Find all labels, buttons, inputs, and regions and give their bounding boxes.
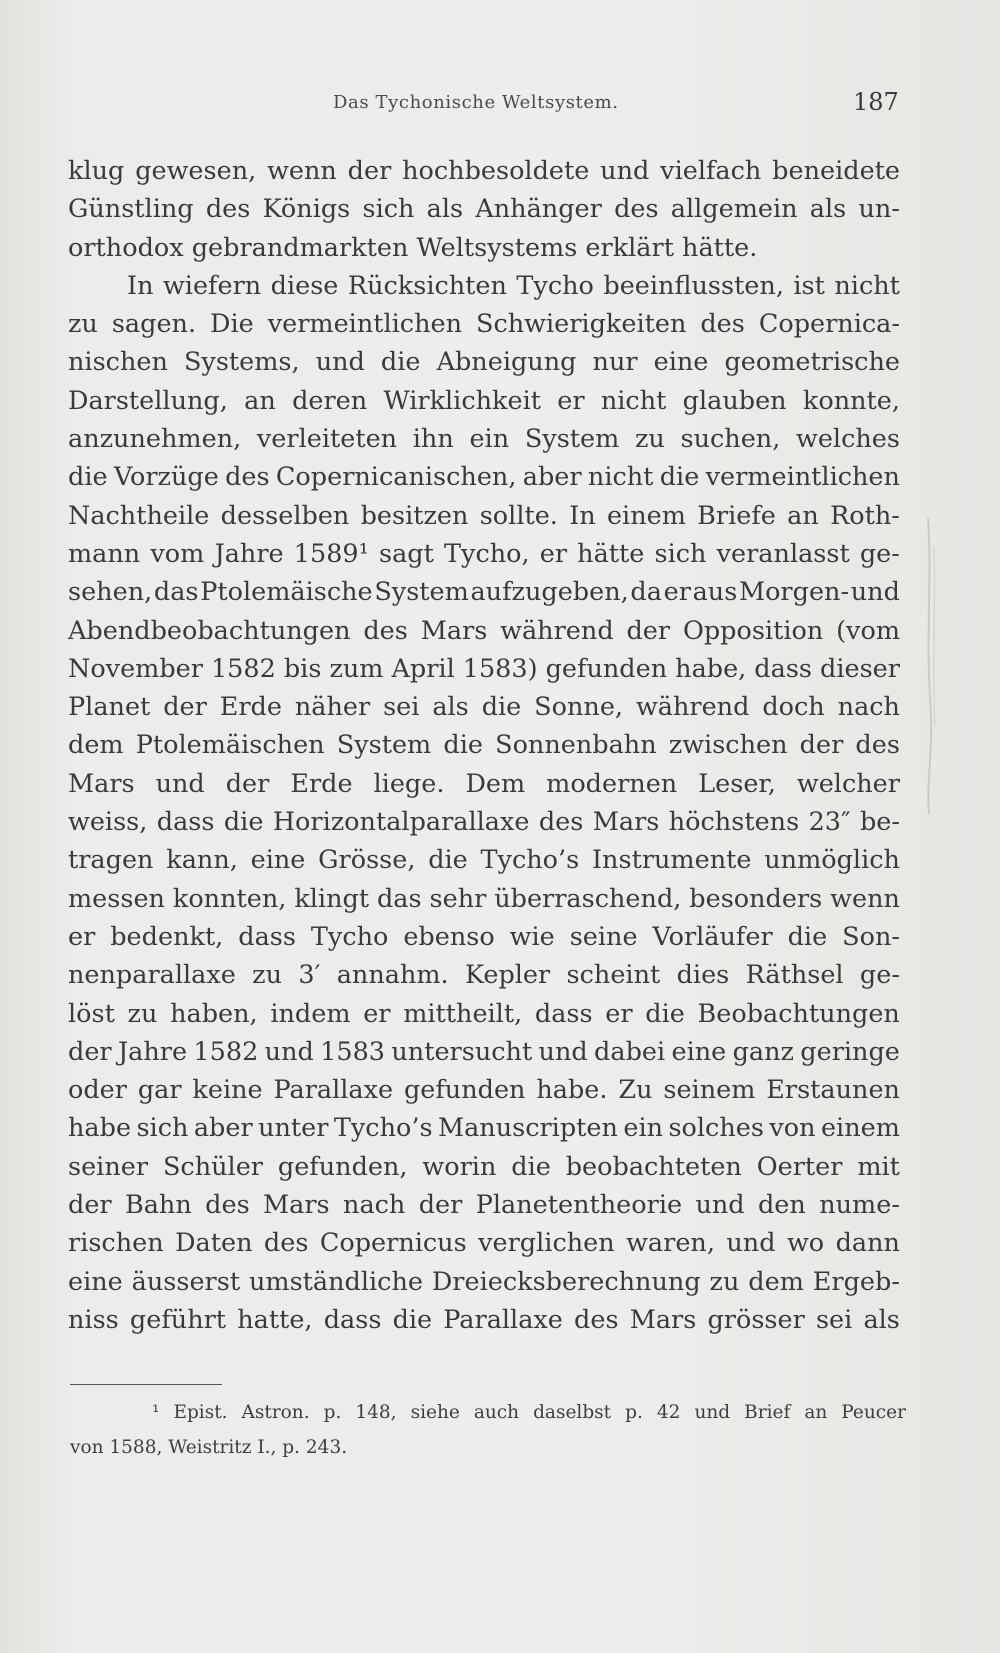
text-line: Nachtheile desselben besitzen sollte. In einem Briefe an Roth- (68, 500, 900, 531)
text-line: löst zu haben, indem er mittheilt, dass er die Beobachtungen (68, 998, 900, 1029)
text-line: der Bahn des Mars nach der Planetentheorie und den nume- (68, 1190, 900, 1221)
text-line: habe sich aber unter Tycho’s Manuscripten ein solches von einem (68, 1113, 900, 1144)
text-line: November 1582 bis zum April 1583) gefunden habe, dass dieser (68, 653, 900, 684)
footnote-rule (70, 1384, 222, 1385)
text-line: dem Ptolemäischen System die Sonnenbahn zwischen der des (68, 730, 900, 761)
text-line: der Jahre 1582 und 1583 untersucht und dabei eine ganz geringe (68, 1036, 900, 1067)
text-line: nenparallaxe zu 3′ annahm. Kepler scheint dies Räthsel ge- (68, 960, 900, 991)
running-head: Das Tychonische Weltsystem. (333, 92, 619, 113)
pencil-margin-mark (914, 516, 944, 816)
text-line: sehen, das Ptolemäische System aufzugeben, da er aus Morgen- und (68, 577, 900, 608)
text-line: Planet der Erde näher sei als die Sonne, während doch nach (68, 692, 900, 723)
text-line: Mars und der Erde liege. Dem modernen Leser, welcher (68, 768, 900, 799)
text-line: In wiefern diese Rücksichten Tycho beeinflussten, ist nicht (127, 270, 900, 301)
footnote-line: ¹ Epist. Astron. p. 148, siehe auch daselbst p. 42 und Brief an Peucer (152, 1402, 906, 1423)
text-line: er bedenkt, dass Tycho ebenso wie seine Vorläufer die Son- (68, 921, 900, 952)
body-text (68, 152, 900, 1339)
text-line: messen konnten, klingt das sehr überraschend, besonders wenn (68, 883, 900, 914)
text-line: tragen kann, eine Grösse, die Tycho’s Instrumente unmöglich (68, 845, 900, 876)
text-line: Abendbeobachtungen des Mars während der Opposition (vom (68, 615, 900, 646)
text-line: zu sagen. Die vermeintlichen Schwierigkeiten des Copernica- (68, 309, 900, 340)
text-line: mann vom Jahre 1589¹ sagt Tycho, er hätte sich veranlasst ge- (68, 538, 900, 569)
text-line: Darstellung, an deren Wirklichkeit er nicht glauben konnte, (68, 385, 900, 416)
text-line: Günstling des Königs sich als Anhänger des allgemein als un- (68, 194, 900, 225)
text-line: weiss, dass die Horizontalparallaxe des Mars höchstens 23″ be- (68, 807, 900, 838)
text-line: oder gar keine Parallaxe gefunden habe. Zu seinem Erstaunen (68, 1075, 900, 1106)
text-line: seiner Schüler gefunden, worin die beobachteten Oerter mit (68, 1151, 900, 1182)
text-line: rischen Daten des Copernicus verglichen waren, und wo dann (68, 1228, 900, 1259)
text-line: orthodox gebrandmarkten Weltsystems erklärt hätte. (68, 232, 758, 263)
text-line: eine äusserst umständliche Dreiecksberechnung zu dem Ergeb- (68, 1266, 900, 1297)
footnote-line: von 1588, Weistritz I., p. 243. (70, 1437, 348, 1458)
page-number: 187 (853, 88, 899, 116)
footnotes (70, 1395, 906, 1465)
text-line: die Vorzüge des Copernicanischen, aber nicht die vermeintlichen (68, 462, 900, 493)
text-line: klug gewesen, wenn der hochbesoldete und vielfach beneidete (68, 156, 900, 186)
text-line: nischen Systems, und die Abneigung nur eine geometrische (68, 347, 900, 378)
text-line: niss geführt hatte, dass die Parallaxe des Mars grösser sei als (68, 1304, 900, 1335)
text-line: anzunehmen, verleiteten ihn ein System zu suchen, welches (68, 424, 900, 455)
